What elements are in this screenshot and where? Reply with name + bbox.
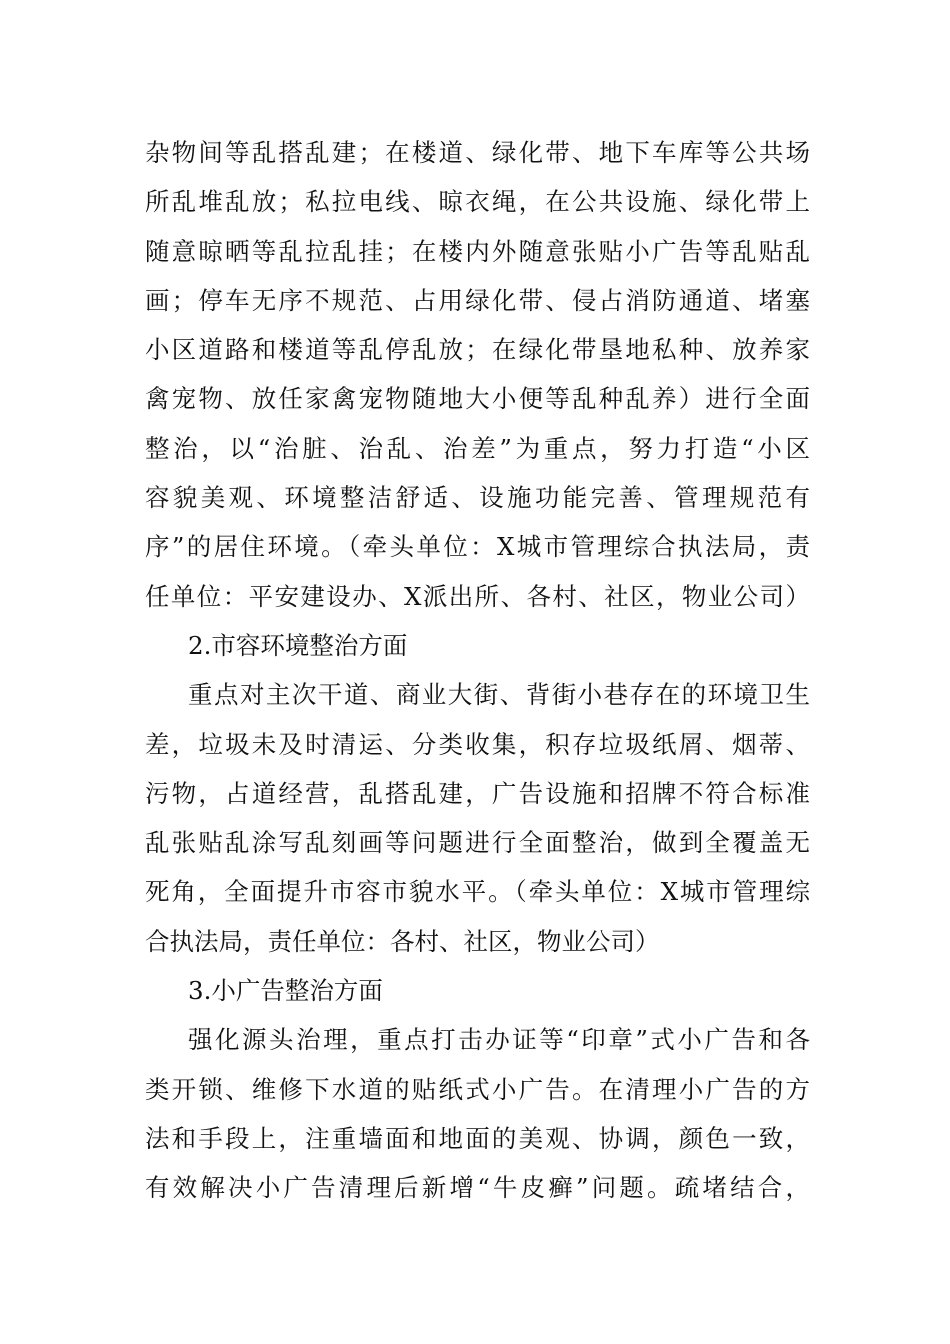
text-line: 画；停车无序不规范、占用绿化带、侵占消防通道、堵塞 bbox=[145, 285, 810, 315]
text-line: 整治，以“治脏、治乱、治差”为重点，努力打造“小区 bbox=[145, 433, 810, 463]
text-line: 重点对主次干道、商业大街、背街小巷存在的环境卫生 bbox=[188, 680, 810, 710]
paragraph-3 bbox=[145, 1015, 810, 1212]
text-line: 杂物间等乱搭乱建；在楼道、绿化带、地下车库等公共场 bbox=[145, 138, 810, 167]
text-line: 死角，全面提升市容市貌水平。（牵头单位：X城市管理综 bbox=[145, 877, 810, 907]
section-heading-3: 3.小广告整治方面 bbox=[188, 976, 383, 1006]
text-line: 小区道路和楼道等乱停乱放；在绿化带垦地私种、放养家 bbox=[145, 335, 810, 365]
text-line: 法和手段上，注重墙面和地面的美观、协调，颜色一致， bbox=[145, 1123, 810, 1153]
paragraph-1 bbox=[145, 128, 810, 621]
paragraph-2 bbox=[145, 670, 810, 966]
text-line: 类开锁、维修下水道的贴纸式小广告。在清理小广告的方 bbox=[145, 1074, 810, 1104]
text-line: 序”的居住环境。（牵头单位：X城市管理综合执法局，责 bbox=[145, 532, 810, 562]
text-line: 容貌美观、环境整洁舒适、设施功能完善、管理规范有 bbox=[145, 483, 810, 513]
text-line: 任单位：平安建设办、X派出所、各村、社区，物业公司） bbox=[145, 581, 810, 611]
text-line: 随意晾晒等乱拉乱挂；在楼内外随意张贴小广告等乱贴乱 bbox=[145, 236, 810, 266]
text-line: 乱张贴乱涂写乱刻画等问题进行全面整治，做到全覆盖无 bbox=[145, 828, 810, 858]
text-line: 所乱堆乱放；私拉电线、晾衣绳，在公共设施、绿化带上 bbox=[145, 187, 810, 217]
text-line: 污物，占道经营，乱搭乱建，广告设施和招牌不符合标准 bbox=[145, 778, 810, 808]
text-line: 禽宠物、放任家禽宠物随地大小便等乱种乱养）进行全面 bbox=[145, 384, 810, 414]
text-line: 强化源头治理，重点打击办证等“印章”式小广告和各 bbox=[188, 1025, 810, 1055]
text-line: 差，垃圾未及时清运、分类收集，积存垃圾纸屑、烟蒂、 bbox=[145, 729, 810, 759]
document-body bbox=[145, 128, 810, 1213]
text-line: 合执法局，责任单位：各村、社区，物业公司） bbox=[145, 926, 660, 956]
section-heading-2: 2.市容环境整治方面 bbox=[188, 630, 408, 660]
text-line: 有效解决小广告清理后新增“牛皮癣”问题。疏堵结合， bbox=[145, 1173, 810, 1203]
